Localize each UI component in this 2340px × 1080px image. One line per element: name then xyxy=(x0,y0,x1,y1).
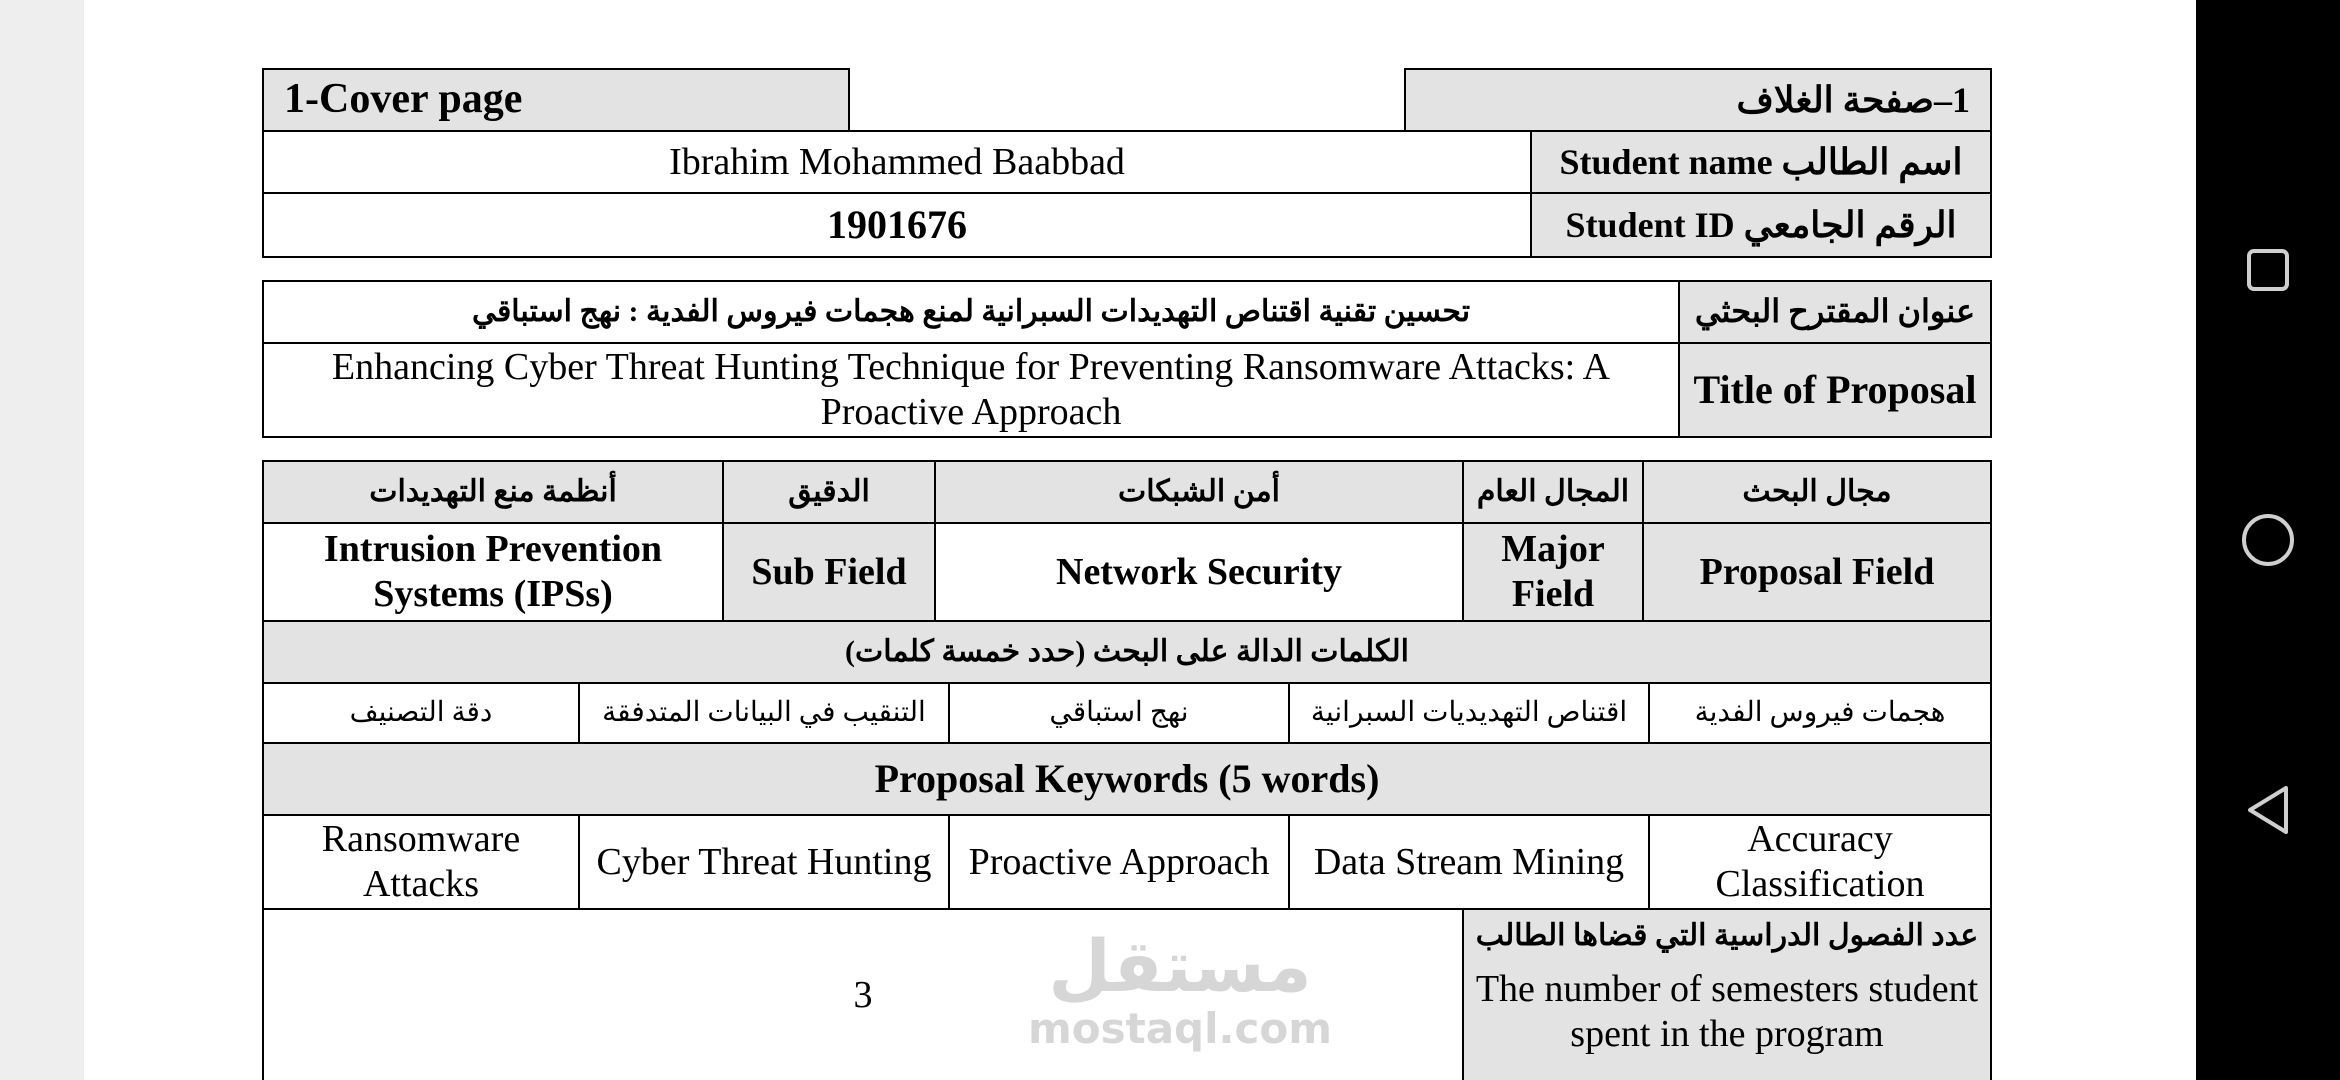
semesters-label-ar: عدد الفصول الدراسية التي قضاها الطالب xyxy=(1475,919,1979,952)
page-left-margin xyxy=(0,0,84,1080)
student-id-label: Student ID الرقم الجامعي xyxy=(1530,192,1992,258)
student-name-label: Student name اسم الطالب xyxy=(1530,130,1992,194)
home-button[interactable] xyxy=(2234,506,2302,574)
student-id-value: 1901676 xyxy=(262,192,1532,258)
recent-apps-button[interactable] xyxy=(2234,236,2302,304)
proposal-field-label-ar: مجال البحث xyxy=(1642,460,1992,524)
cover-title-ar: 1–صفحة الغلاف xyxy=(1404,68,1992,132)
cover-title-en: 1-Cover page xyxy=(262,68,850,132)
keyword-en-5: Ransomware Attacks xyxy=(262,814,580,910)
keyword-ar-3: نهج استباقي xyxy=(948,682,1290,744)
semesters-value: 3 xyxy=(262,908,1464,1080)
keyword-en-3: Proactive Approach xyxy=(948,814,1290,910)
keyword-ar-4: التنقيب في البيانات المتدفقة xyxy=(578,682,950,744)
title-label-ar: عنوان المقترح البحثي xyxy=(1678,280,1992,344)
major-field-value-ar: أمن الشبكات xyxy=(934,460,1464,524)
proposal-field-label-en: Proposal Field xyxy=(1642,522,1992,622)
keyword-ar-2: اقتناص التهديديات السبرانية xyxy=(1288,682,1650,744)
recent-apps-icon xyxy=(2246,248,2290,292)
semesters-label xyxy=(1462,908,1992,1080)
semesters-label-en: The number of semesters student spent in the program xyxy=(1475,968,1979,1056)
keyword-en-4: Cyber Threat Hunting xyxy=(578,814,950,910)
major-field-label-en: Major Field xyxy=(1462,522,1644,622)
major-field-value-en: Network Security xyxy=(934,522,1464,622)
sub-field-value-en: Intrusion Prevention Systems (IPSs) xyxy=(262,522,724,622)
watermark-text-ar: مستقل xyxy=(1048,924,1312,1008)
major-field-label-ar: المجال العام xyxy=(1462,460,1644,524)
home-icon xyxy=(2240,512,2296,568)
keyword-en-2: Data Stream Mining xyxy=(1288,814,1650,910)
sub-field-label-en: Sub Field xyxy=(722,522,936,622)
keyword-en-1: Accuracy Classification xyxy=(1648,814,1992,910)
title-value-ar: تحسين تقنية اقتناص التهديدات السبرانية لمنع هجمات فيروس الفدية : نهج استباقي xyxy=(262,280,1680,344)
sub-field-value-ar: أنظمة منع التهديدات xyxy=(262,460,724,524)
student-name-value: Ibrahim Mohammed Baabbad xyxy=(262,130,1532,194)
title-label-en: Title of Proposal xyxy=(1678,342,1992,438)
watermark-text-en: mostaql.com xyxy=(1028,1004,1332,1053)
title-value-en: Enhancing Cyber Threat Hunting Technique for Preventing Ransomware Attacks: A Proactive Approach xyxy=(262,342,1680,438)
back-icon xyxy=(2244,784,2292,836)
mostaql-watermark xyxy=(1000,924,1360,1053)
back-button[interactable] xyxy=(2234,776,2302,844)
keywords-header-en: Proposal Keywords (5 words) xyxy=(262,742,1992,816)
sub-field-label-ar: الدقيق xyxy=(722,460,936,524)
keyword-ar-1: هجمات فيروس الفدية xyxy=(1648,682,1992,744)
keyword-ar-5: دقة التصنيف xyxy=(262,682,580,744)
keywords-header-ar: الكلمات الدالة على البحث (حدد خمسة كلمات) xyxy=(262,620,1992,684)
